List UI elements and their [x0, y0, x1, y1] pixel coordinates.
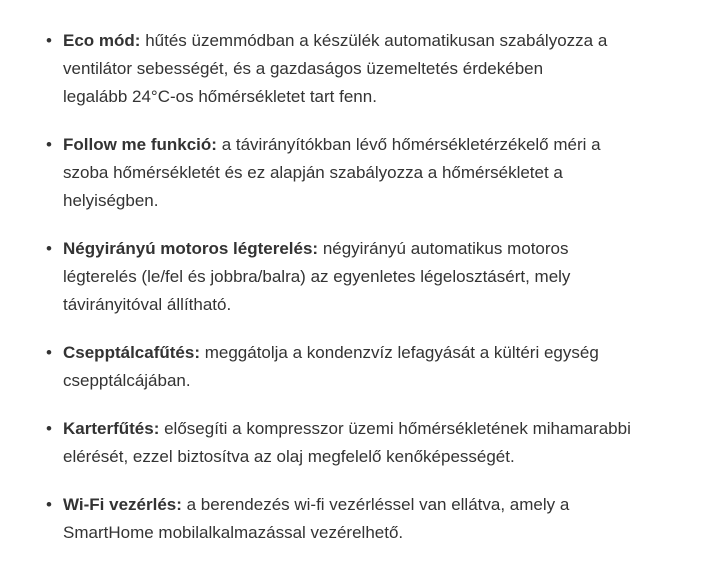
feature-text	[63, 491, 569, 547]
feature-line: elősegíti a kompresszor üzemi hőmérsékletének mihamarabbi	[164, 419, 631, 438]
feature-item	[46, 415, 710, 471]
feature-line: szoba hőmérsékletét és ez alapján szabályozza a hőmérsékletet a	[63, 163, 563, 182]
bullet-icon: •	[46, 239, 52, 258]
feature-line: ventilátor sebességét, és a gazdaságos üzemeltetés érdekében	[63, 59, 544, 78]
feature-item	[46, 131, 710, 215]
feature-line: elérését, ezzel biztosítva az olaj megfelelő kenőképességét.	[63, 447, 515, 466]
feature-text	[63, 339, 599, 395]
feature-item	[46, 339, 710, 395]
bullet-icon: •	[46, 495, 52, 514]
bullet-icon: •	[46, 135, 52, 154]
feature-item	[46, 491, 710, 547]
feature-line: négyirányú automatikus motoros	[322, 239, 569, 258]
bullet-icon: •	[46, 419, 52, 438]
feature-line: meggátolja a kondenzvíz lefagyását a kültéri egység	[204, 343, 599, 362]
feature-text	[63, 27, 607, 111]
feature-title: Eco mód:	[63, 31, 141, 50]
feature-title: Follow me funkció:	[63, 135, 217, 154]
feature-line: légterelés (le/fel és jobbra/balra) az egyenletes légelosztásért, mely	[63, 267, 571, 286]
feature-line: távirányitóval állítható.	[63, 295, 232, 314]
feature-item	[46, 235, 710, 319]
feature-line: SmartHome mobilalkalmazással vezérelhető.	[63, 523, 404, 542]
feature-line: hűtés üzemmódban a készülék automatikusan szabályozza a	[145, 31, 608, 50]
feature-title: Négyirányú motoros légterelés:	[63, 239, 319, 258]
feature-title: Csepptálcafűtés:	[63, 343, 200, 362]
feature-title: Karterfűtés:	[63, 419, 160, 438]
bullet-icon: •	[46, 31, 52, 50]
bullet-icon: •	[46, 343, 52, 362]
feature-title: Wi-Fi vezérlés:	[63, 495, 182, 514]
feature-text	[63, 235, 570, 319]
feature-item	[46, 27, 710, 111]
feature-line: legalább 24°C-os hőmérsékletet tart fenn.	[63, 87, 377, 106]
feature-line: a berendezés wi-fi vezérléssel van ellátva, amely a	[186, 495, 570, 514]
feature-line: a távirányítókban lévő hőmérsékletérzékelő méri a	[221, 135, 601, 154]
feature-line: helyiségben.	[63, 191, 159, 210]
feature-text	[63, 415, 631, 471]
feature-line: csepptálcájában.	[63, 371, 191, 390]
feature-text	[63, 131, 601, 215]
